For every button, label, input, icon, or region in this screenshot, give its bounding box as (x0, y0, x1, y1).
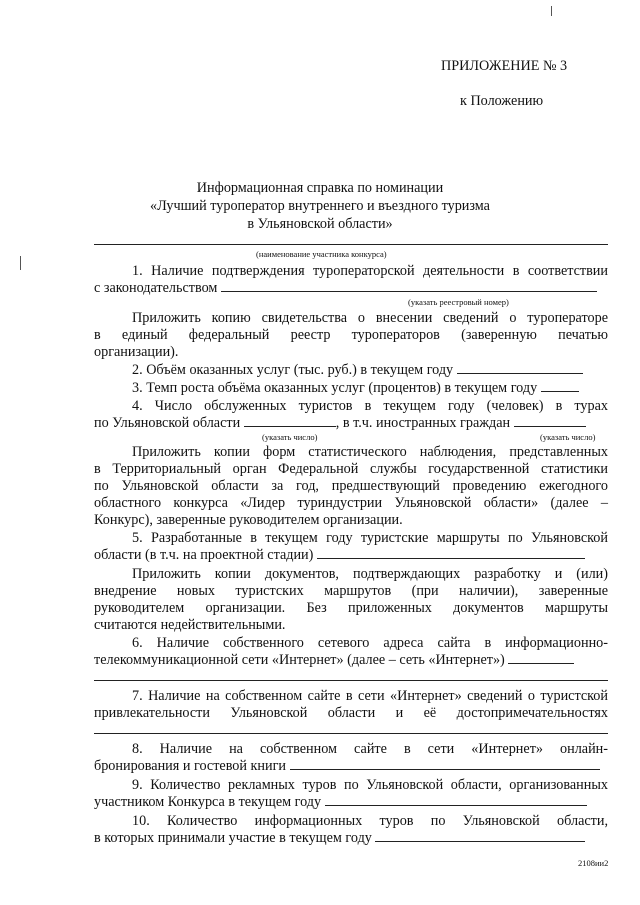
item-10-line-b: в которых принимали участие в текущем году (94, 830, 585, 847)
participant-name-line (94, 244, 608, 245)
title-line-1: Информационная справка по номинации (196, 180, 444, 196)
participant-name-caption: (наименование участника конкурса) (256, 249, 387, 259)
item-7-line-a: 7. Наличие на собственном сайте в сети «Интернет» сведений о туристской (132, 688, 608, 704)
item-9-line-b: участником Конкурса в текущем году (94, 794, 587, 811)
attach-3-line-c: руководителем организации. Без приложенных документов маршруты (94, 600, 608, 616)
item-10-line-a: 10. Количество информационных туров по Ульяновской области, (132, 813, 608, 829)
item-1-field (221, 280, 597, 292)
item-9-line-a: 9. Количество рекламных туров по Ульяновской области, организованных (132, 777, 608, 793)
item-7-line-b: привлекательности Ульяновской области и её достопримечательностях (94, 705, 608, 721)
item-4-foreigners-field (514, 415, 586, 427)
appendix-number: ПРИЛОЖЕНИЕ № 3 (441, 58, 568, 74)
attach-1-line-b: в единый федеральный реестр туроператоров (заверенную печатью (94, 327, 608, 343)
attach-2-line-b: в Территориальный орган Федеральной службы государственной статистики (94, 461, 608, 477)
item-7-extra-line (94, 733, 608, 734)
item-5-line-b: области (в т.ч. на проектной стадии) (94, 547, 585, 564)
item-3: 3. Темп роста объёма оказанных услуг (процентов) в текущем году (132, 380, 579, 397)
title-line-3: в Ульяновской области» (247, 216, 393, 232)
footer-code: 2108ии2 (578, 858, 609, 868)
item-2: 2. Объём оказанных услуг (тыс. руб.) в текущем году (132, 362, 583, 379)
item-6-line-b: телекоммуникационной сети «Интернет» (далее – сеть «Интернет») (94, 652, 574, 669)
attach-2-line-e: Конкурс), заверенные руководителем организации. (94, 512, 403, 528)
item-8-line-b: бронирования и гостевой книги (94, 758, 600, 775)
item-1-line-a: 1. Наличие подтверждения туроператорской деятельности в соответствии (132, 263, 608, 279)
specify-number-caption-1: (указать число) (262, 432, 318, 442)
scan-mark-left (20, 256, 21, 270)
title-line-2: «Лучший туроператор внутреннего и въездного туризма (150, 198, 490, 214)
to-regulation: к Положению (460, 93, 544, 109)
registry-number-caption: (указать реестровый номер) (408, 297, 509, 307)
item-8-line-a: 8. Наличие на собственном сайте в сети «Интернет» онлайн- (132, 741, 608, 757)
scan-mark-top (551, 6, 552, 16)
attach-1-line-c: организации). (94, 344, 179, 360)
item-6-line-a: 6. Наличие собственного сетевого адреса сайта в информационно- (132, 635, 608, 651)
item-5-field (317, 547, 585, 559)
specify-number-caption-2: (указать число) (540, 432, 596, 442)
attach-2-line-d: областного конкурса «Лидер туриндустрии Ульяновской области» (далее – (94, 495, 608, 511)
item-3-field (541, 380, 579, 392)
attach-2-line-c: по Ульяновской области за год, предшествующий проведению ежегодного (94, 478, 608, 494)
item-8-field (290, 758, 600, 770)
attach-3-line-b: внедрение новых туристских маршрутов (при наличии), заверенные (94, 583, 608, 599)
item-9-field (325, 794, 587, 806)
attach-3-line-a: Приложить копии документов, подтверждающих разработку и (или) (132, 566, 608, 582)
item-4-tourists-field (244, 415, 336, 427)
item-10-field (375, 830, 585, 842)
item-5-line-a: 5. Разработанные в текущем году туристские маршруты по Ульяновской (132, 530, 608, 546)
attach-2-line-a: Приложить копии форм статистического наблюдения, представленных (132, 444, 608, 460)
item-6-extra-line (94, 680, 608, 681)
item-6-field (508, 652, 574, 664)
item-4-line-a: 4. Число обслуженных туристов в текущем году (человек) в турах (132, 398, 608, 414)
attach-3-line-d: считаются недействительными. (94, 617, 286, 633)
item-4-line-b: по Ульяновской области , в т.ч. иностранных граждан (94, 415, 586, 432)
item-1-line-b: с законодательством (94, 280, 597, 297)
attach-1-line-a: Приложить копию свидетельства о внесении сведений о туроператоре (132, 310, 608, 326)
item-2-field (457, 362, 583, 374)
